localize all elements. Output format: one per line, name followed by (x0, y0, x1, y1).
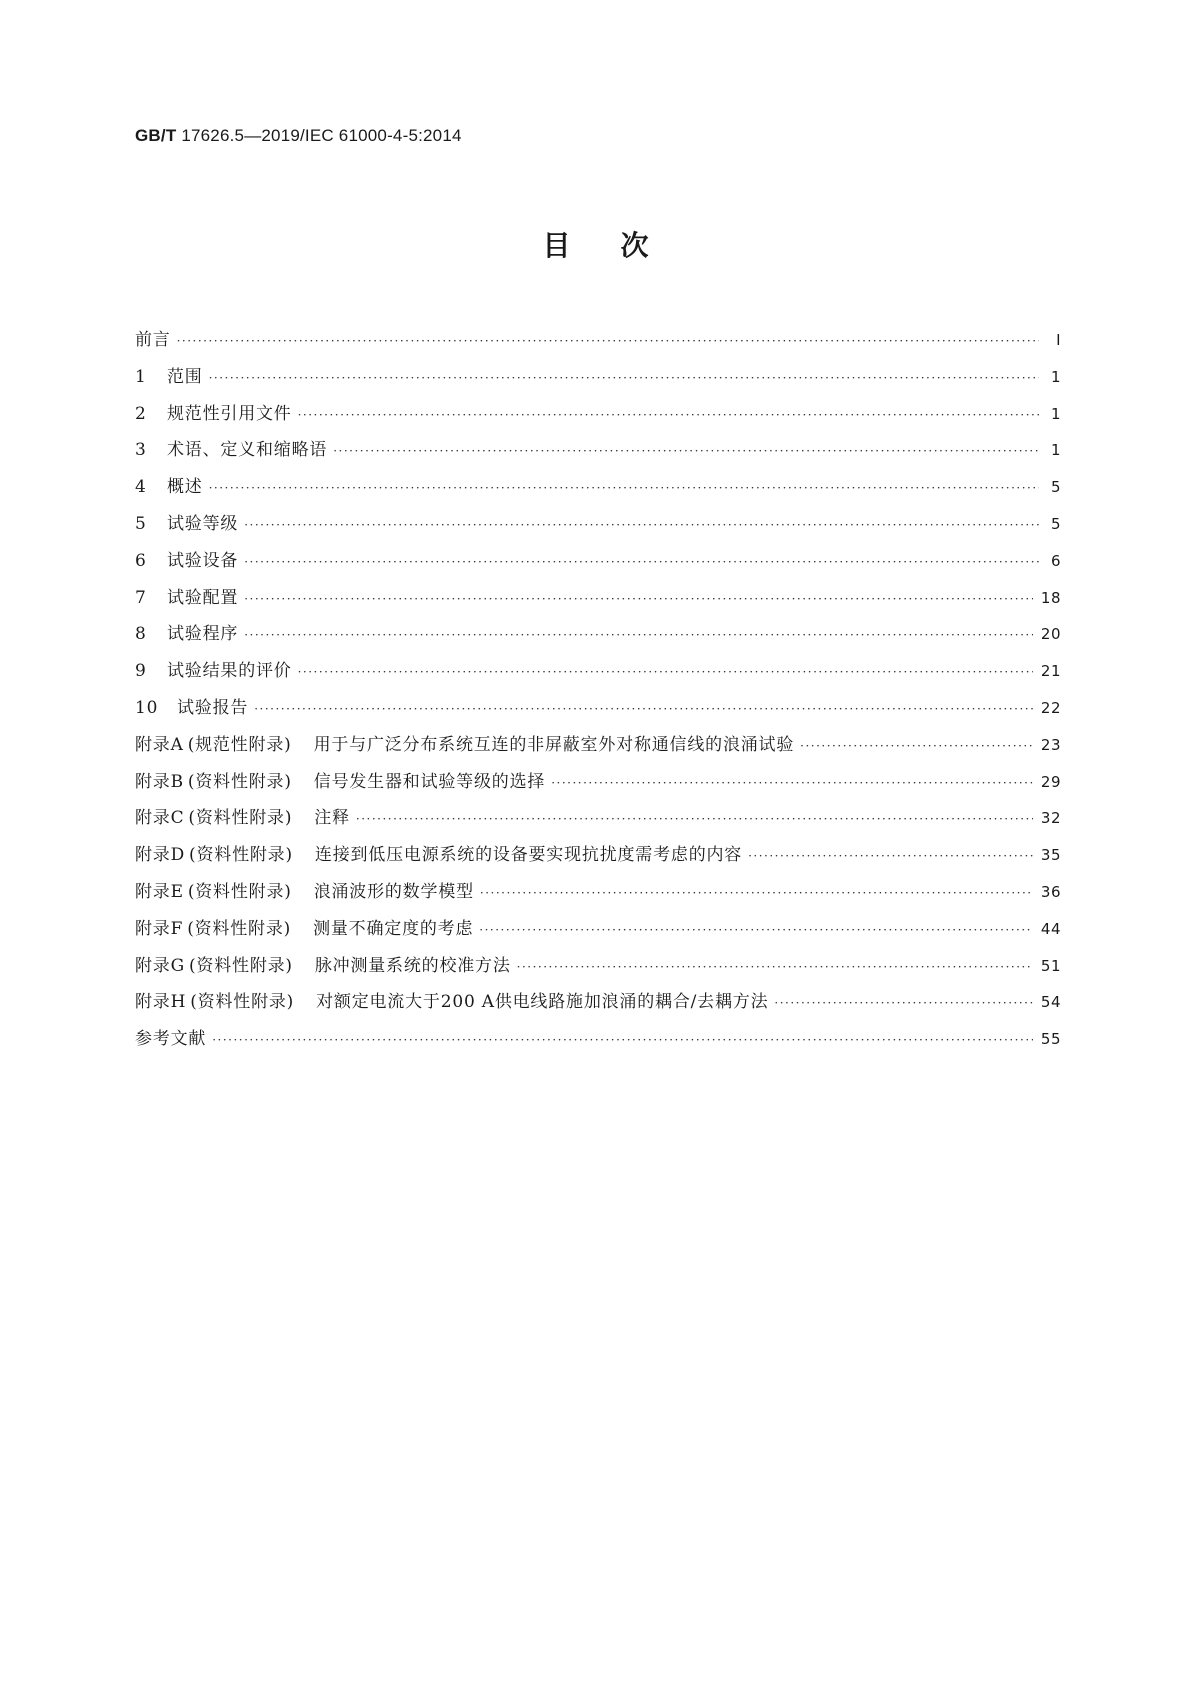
toc-dot-leader (774, 996, 1033, 1010)
toc-annex-type: (资料性附录) (189, 845, 293, 866)
toc-entry-text: 参考文献 (135, 1029, 207, 1050)
toc-annex-label: 附录D (135, 845, 186, 866)
toc-entry-text: 试验程序 (167, 624, 239, 645)
toc-dot-leader (212, 1033, 1033, 1047)
toc-entry-evaluation[interactable] (135, 656, 1061, 693)
toc-dot-leader (479, 923, 1033, 937)
toc-page-number: 1 (1050, 367, 1061, 386)
toc-dot-leader (209, 481, 1039, 495)
toc-entry-annex-g[interactable] (135, 951, 1061, 988)
standard-code-prefix: GB/T (135, 126, 177, 145)
toc-dot-leader (244, 628, 1033, 642)
toc-annex-label: 附录B (135, 771, 184, 792)
toc-entry-scope[interactable] (135, 362, 1061, 399)
toc-dot-leader (551, 776, 1033, 790)
toc-entry-general[interactable] (135, 472, 1061, 509)
toc-entry-annex-b[interactable] (135, 767, 1061, 804)
toc-dot-leader (254, 702, 1033, 716)
toc-entry-bibliography[interactable] (135, 1024, 1061, 1061)
toc-annex-type: (资料性附录) (190, 992, 295, 1013)
toc-dot-leader (244, 555, 1039, 569)
toc-annex-label: 附录A (135, 734, 184, 755)
toc-entry-text: 试验结果的评价 (167, 661, 292, 682)
toc-clause-number: 2 (135, 403, 147, 424)
toc-annex-label: 附录E (135, 881, 184, 902)
toc-entry-text: 试验等级 (167, 513, 239, 534)
toc-clause-number: 5 (135, 513, 147, 534)
toc-page-number: 29 (1040, 772, 1061, 791)
toc-dot-leader (209, 371, 1039, 385)
toc-page-number: 54 (1040, 993, 1061, 1012)
standard-code-number: 17626.5—2019/IEC 61000-4-5:2014 (176, 126, 462, 145)
toc-annex-type: (资料性附录) (188, 955, 293, 976)
toc-page-number: 21 (1040, 662, 1061, 681)
toc-entry-text: 前言 (135, 330, 171, 350)
toc-annex-label: 附录F (135, 918, 184, 939)
toc-dot-leader (800, 739, 1033, 753)
toc-entry-test-procedure[interactable] (135, 619, 1061, 656)
toc-dot-leader (177, 334, 1039, 348)
toc-entry-test-report[interactable] (135, 693, 1061, 730)
toc-clause-number: 9 (135, 661, 147, 682)
toc-entry-text: 术语、定义和缩略语 (167, 440, 328, 461)
toc-clause-number: 6 (135, 550, 147, 571)
toc-page-number: 1 (1050, 404, 1061, 423)
toc-entry-annex-f[interactable] (135, 914, 1061, 951)
toc-annex-title: 连接到低压电源系统的设备要实现抗扰度需考虑的内容 (314, 845, 743, 866)
toc-annex-type: (资料性附录) (188, 808, 293, 829)
toc-entry-text: 规范性引用文件 (167, 403, 292, 424)
toc-clause-number: 8 (135, 624, 147, 645)
toc-entry-text: 试验配置 (167, 587, 239, 608)
toc-page-number: 51 (1040, 956, 1061, 975)
toc-annex-label: 附录C (135, 808, 185, 829)
toc-entry-terms[interactable] (135, 435, 1061, 472)
toc-entry-test-levels[interactable] (135, 509, 1061, 546)
toc-annex-type: (资料性附录) (187, 918, 292, 939)
toc-annex-title: 注释 (314, 808, 350, 829)
toc-entry-annex-h[interactable] (135, 987, 1061, 1024)
toc-annex-title: 用于与广泛分布系统互连的非屏蔽室外对称通信线的浪涌试验 (313, 734, 795, 755)
toc-dot-leader (244, 592, 1033, 606)
toc-entry-text: 范围 (167, 366, 203, 387)
toc-entry-test-equipment[interactable] (135, 546, 1061, 583)
toc-annex-title: 脉冲测量系统的校准方法 (314, 955, 511, 976)
toc-entry-test-setup[interactable] (135, 583, 1061, 620)
toc-entry-annex-a[interactable] (135, 730, 1061, 767)
toc-page-number: 20 (1040, 625, 1061, 644)
toc-annex-label: 附录G (135, 955, 185, 976)
toc-entry-annex-e[interactable] (135, 877, 1061, 914)
toc-page-number: 1 (1050, 441, 1061, 460)
toc-annex-title: 浪涌波形的数学模型 (313, 881, 474, 902)
toc-dot-leader (298, 408, 1039, 422)
toc-entry-text: 试验设备 (167, 550, 239, 571)
toc-page-number: 23 (1040, 735, 1061, 754)
toc-page-number: 22 (1040, 698, 1061, 717)
toc-annex-type: (资料性附录) (187, 881, 292, 902)
standard-code-header (135, 126, 462, 146)
toc-entry-normative-references[interactable] (135, 399, 1061, 436)
toc-annex-type: (规范性附录) (187, 734, 292, 755)
toc-page-number: 6 (1050, 551, 1061, 570)
toc-list (135, 325, 1061, 1061)
toc-page-number: 35 (1040, 846, 1061, 865)
toc-annex-type: (资料性附录) (187, 771, 292, 792)
toc-entry-text: 概述 (167, 477, 203, 498)
toc-dot-leader (480, 886, 1033, 900)
toc-dot-leader (356, 812, 1033, 826)
toc-annex-title: 测量不确定度的考虑 (313, 918, 474, 939)
toc-page-number: 44 (1040, 919, 1061, 938)
toc-annex-title: 对额定电流大于200 A供电线路施加浪涌的耦合/去耦方法 (316, 992, 769, 1013)
toc-page-number: 55 (1040, 1030, 1061, 1049)
toc-annex-label: 附录H (135, 992, 187, 1013)
toc-page-number: 18 (1040, 588, 1061, 607)
toc-page-number: Ⅰ (1056, 331, 1061, 349)
toc-clause-number: 4 (135, 477, 147, 498)
toc-dot-leader (298, 665, 1033, 679)
toc-dot-leader (748, 849, 1033, 863)
toc-title: 目次 (542, 229, 699, 262)
toc-entry-annex-d[interactable] (135, 840, 1061, 877)
toc-page-number: 5 (1050, 478, 1061, 497)
toc-dot-leader (333, 444, 1039, 458)
toc-clause-number: 10 (135, 697, 159, 718)
toc-dot-leader (244, 518, 1039, 532)
toc-clause-number: 1 (135, 366, 147, 387)
toc-clause-number: 7 (135, 587, 147, 608)
toc-clause-number: 3 (135, 440, 147, 461)
toc-entry-foreword[interactable] (135, 325, 1061, 362)
toc-annex-title: 信号发生器和试验等级的选择 (313, 771, 546, 792)
toc-page-number: 32 (1040, 809, 1061, 828)
toc-page-number: 5 (1050, 514, 1061, 533)
toc-entry-text: 试验报告 (177, 697, 249, 718)
toc-entry-annex-c[interactable] (135, 803, 1061, 840)
toc-dot-leader (517, 960, 1033, 974)
toc-page-number: 36 (1040, 882, 1061, 901)
